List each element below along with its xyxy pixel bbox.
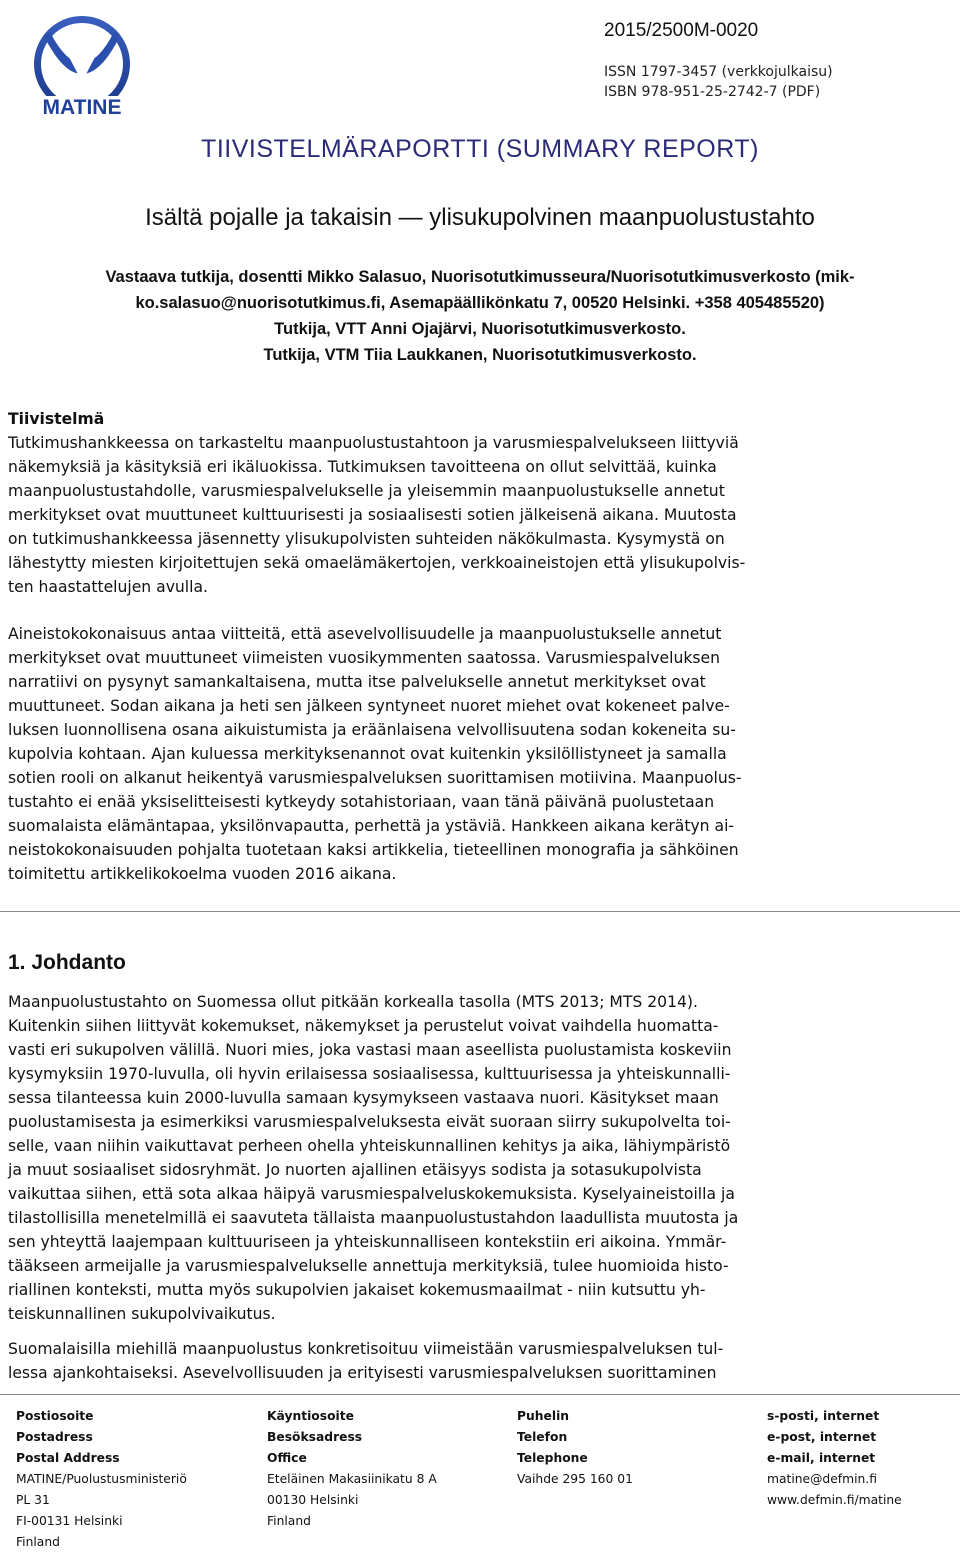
footer-value: PL 31 [16,1493,50,1507]
issn-block [604,62,833,102]
footer-header: Postiosoite [16,1409,94,1423]
text-line: maanpuolustustahdolle, varusmiespalvelukselle ja yleisemmin maanpuolustukselle annetut [8,482,725,500]
text-line: Tutkimushankkeessa on tarkasteltu maanpuolustustahtoon ja varusmiespalvelukseen liittyviä [8,434,739,452]
footer-office-address [267,1406,437,1532]
document-title: Isältä pojalle ja takaisin — ylisukupolvinen maanpuolustustahto [145,204,815,231]
author-line: ko.salasuo@nuorisotutkimus.fi, Asemapäällikönkatu 7, 00520 Helsinki. +358 405485520) [135,294,825,312]
footer-divider [0,1394,960,1395]
text-line: toimitettu artikkelikokoelma vuoden 2016 aikana. [8,865,397,883]
text-line: riallinen konteksti, mutta myös sukupolvien jakaiset kokemusmaailmat - niin kutsuttu yh- [8,1281,706,1299]
isbn-line: ISBN 978-951-25-2742-7 (PDF) [604,84,821,100]
footer-value: 00130 Helsinki [267,1493,359,1507]
footer-header: Postadress [16,1430,93,1444]
author-line: Tutkija, VTM Tiia Laukkanen, Nuorisotutkimusverkosto. [263,346,697,364]
footer-value: Finland [16,1535,60,1549]
footer-header: Besöksadress [267,1430,363,1444]
introduction-paragraph-1 [8,990,948,1326]
text-line: vasti eri sukupolven välillä. Nuori mies, joka vastasi maan aseellista puolustamista koskeviin [8,1041,732,1059]
text-line: puolustamisesta ja esimerkiksi varusmiespalveluksesta eivät suoraan siirry sukupolvelta toi- [8,1113,731,1131]
footer-value: MATINE/Puolustusministeriö [16,1472,187,1486]
document-id: 2015/2500M-0020 [604,20,759,41]
footer-postal-address [16,1406,187,1553]
footer-header: Käyntiosoite [267,1409,354,1423]
summary-heading: Tiivistelmä [8,410,105,428]
footer-header: Postal Address [16,1451,120,1465]
text-line: sen yhteyttä laajempaan kulttuuriseen ja yhteiskunnalliseen kontekstiin eri aikoina. Ymmär- [8,1233,727,1251]
text-line: ja muut sosiaaliset sidosryhmät. Jo nuorten ajallinen etäisyys sodista ja sotasukupolvista [8,1161,702,1179]
text-line: suomalaista elämäntapaa, yksilönvapautta, perhettä ja ystäviä. Hankkeen aikana kerätyn ai- [8,817,735,835]
footer-email-internet [767,1406,902,1511]
text-line: neistokokonaisuuden pohjalta tuotetaan kaksi artikkelia, tieteellinen monografia ja sähköinen [8,841,739,859]
text-line: merkitykset ovat muuttuneet kulttuurisesti ja sosiaalisesti sotien jälkeisenä aikana. Muutosta [8,506,737,524]
author-line: Vastaava tutkija, dosentti Mikko Salasuo, Nuorisotutkimusseura/Nuorisotutkimusverkosto (mik- [105,268,855,286]
text-line: Maanpuolustustahto on Suomessa ollut pitkään korkealla tasolla (MTS 2013; MTS 2014). [8,993,698,1011]
summary-section [8,407,948,599]
text-line: merkitykset ovat muuttuneet viimeisten vuosikymmenten saatossa. Varusmiespalveluksen [8,649,720,667]
footer-value: Vaihde 295 160 01 [517,1472,633,1486]
footer-header: Telefon [517,1430,568,1444]
text-line: Suomalaisilla miehillä maanpuolustus konkretisoituu viimeistään varusmiespalveluksen tul- [8,1340,724,1358]
footer-header: Telephone [517,1451,588,1465]
summary-paragraph-1 [8,431,948,599]
text-line: lähestytty miesten kirjoitettujen sekä omaelämäkertojen, verkkoaineistojen että ylisukupolvis- [8,554,746,572]
text-line: teiskunnallinen sukupolvivaikutus. [8,1305,276,1323]
footer-telephone [517,1406,633,1490]
text-line: tustahto ei enää yksiselitteisesti kytkeydy sotahistoriaan, vaan tänä päivänä puolustetaan [8,793,715,811]
footer-email-link[interactable]: matine@defmin.fi [767,1472,877,1486]
footer-header: s-posti, internet [767,1409,880,1423]
text-line: muuttuneet. Sodan aikana ja heti sen jälkeen syntyneet nuoret miehet ovat kokeneet palve- [8,697,730,715]
report-type-heading: TIIVISTELMÄRAPORTTI (SUMMARY REPORT) [201,135,759,163]
author-line: Tutkija, VTT Anni Ojajärvi, Nuorisotutkimusverkosto. [274,320,686,338]
section-divider [0,911,960,912]
text-line: ten haastattelujen avulla. [8,578,208,596]
page-footer [0,1402,960,1549]
issn-line: ISSN 1797-3457 (verkkojulkaisu) [604,64,833,80]
footer-header: Office [267,1451,307,1465]
introduction-paragraph-2 [8,1337,948,1385]
footer-header: e-post, internet [767,1430,877,1444]
logo-text: MATINE [42,96,122,119]
text-line: kupolvia kohtaan. Ajan kuluessa merkityksenannot ovat kuitenkin yksilöllistyneet ja samalla [8,745,727,763]
text-line: on tutkimushankkeessa jäsennetty ylisukupolvisten suhteiden näkökulmasta. Kysymystä on [8,530,725,548]
text-line: Kuitenkin siihen liittyvät kokemukset, näkemykset ja perustelut voivat vaihdella huomatta- [8,1017,719,1035]
matine-logo [22,12,142,120]
text-line: kysymyksiin 1970-luvulla, oli hyvin erilaisessa sosiaalisessa, kulttuurisessa ja yhteiskunnalli- [8,1065,731,1083]
footer-value: FI-00131 Helsinki [16,1514,123,1528]
text-line: lessa ajankohtaiseksi. Asevelvollisuuden ja erityisesti varusmiespalveluksen suorittaminen [8,1364,717,1382]
text-line: näkemyksiä ja käsityksiä eri ikäluokissa. Tutkimuksen tavoitteena on ollut selvittää, kuinka [8,458,717,476]
text-line: vaikuttaa siihen, että sota alkaa häipyä varusmiespalveluskokemuksista. Kyselyaineistoilla ja [8,1185,735,1203]
text-line: sessa tilanteessa kuin 2000-luvulla samaan kysymykseen vastaava nuori. Käsitykset maan [8,1089,719,1107]
text-line: Aineistokokonaisuus antaa viitteitä, että asevelvollisuudelle ja maanpuolustukselle annetut [8,625,722,643]
text-line: tääkseen armeijalle ja varusmiespalvelukselle annettuja merkityksiä, tulee huomioida histo- [8,1257,729,1275]
text-line: selle, vaan niihin vaikuttavat perheen ohella yhteiskunnallinen kehitys ja aika, lähiympäristö [8,1137,731,1155]
text-line: tilastollisilla menetelmillä ei saavuteta tällaista maanpuolustustahdon laadullista muutosta ja [8,1209,739,1227]
summary-paragraph-2 [8,622,948,886]
footer-header: e-mail, internet [767,1451,876,1465]
footer-website-link[interactable]: www.defmin.fi/matine [767,1493,902,1507]
text-line: narratiivi on pysynyt samankaltaisena, mutta itse palvelukselle annetut merkitykset ovat [8,673,706,691]
footer-header: Puhelin [517,1409,570,1423]
introduction-heading: 1. Johdanto [8,951,126,974]
text-line: luksen luonnollisena osana aikuistumista ja eräänlaisena velvollisuutena sodan kokeneita su- [8,721,736,739]
text-line: sotien rooli on alkanut heikentyä varusmiespalveluksen suorittamisen motiivina. Maanpuolus- [8,769,742,787]
footer-value: Finland [267,1514,311,1528]
footer-value: Eteläinen Makasiinikatu 8 A [267,1472,437,1486]
authors-block [8,264,952,368]
